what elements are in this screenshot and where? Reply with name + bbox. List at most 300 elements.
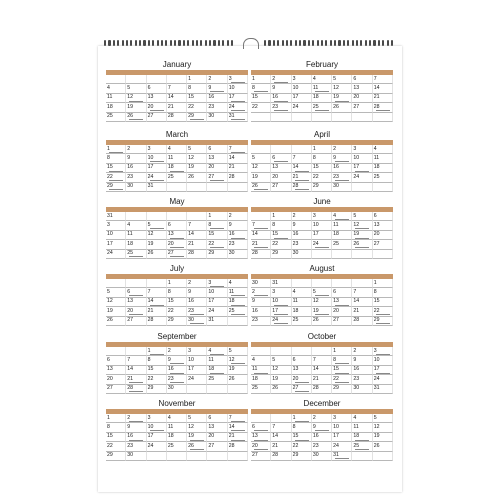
holiday-note-line — [295, 189, 309, 190]
day-cell — [147, 356, 167, 365]
day-cell — [251, 423, 271, 432]
day-number: 14 — [188, 231, 194, 238]
day-number: 20 — [333, 307, 339, 314]
day-cell — [147, 279, 167, 288]
day-cell — [167, 221, 187, 230]
day-cell — [352, 231, 372, 240]
coil-loop — [192, 40, 194, 46]
day-number: 4 — [107, 84, 110, 91]
day-number: 3 — [107, 221, 110, 228]
day-cell — [207, 375, 227, 384]
day-number: 19 — [373, 433, 380, 440]
holiday-note-line — [129, 440, 143, 441]
day-number: 23 — [208, 103, 215, 110]
day-cell — [271, 385, 291, 394]
day-number: 27 — [147, 113, 154, 120]
day-number: 8 — [107, 423, 110, 430]
month-june — [251, 197, 393, 259]
month-weeks — [251, 347, 393, 394]
holiday-note-line — [376, 354, 390, 355]
day-cell — [373, 240, 393, 249]
month-weeks — [106, 75, 248, 122]
holiday-note-line — [170, 171, 184, 172]
day-number: 27 — [353, 103, 360, 110]
day-cell — [228, 433, 248, 442]
day-number: 10 — [333, 423, 339, 430]
day-number: 9 — [292, 221, 296, 228]
day-number: 22 — [333, 375, 339, 382]
day-number: 4 — [228, 279, 232, 286]
coil-loop — [352, 40, 354, 46]
day-number: 29 — [167, 317, 174, 324]
day-cell — [106, 433, 126, 442]
day-cell — [373, 307, 393, 316]
day-cell — [251, 375, 271, 384]
day-cell — [106, 103, 126, 112]
day-cell — [147, 375, 167, 384]
day-cell — [228, 94, 248, 103]
day-cell — [187, 347, 207, 356]
holiday-note-line — [210, 373, 224, 374]
day-cell — [187, 356, 207, 365]
day-number: 13 — [353, 84, 360, 91]
holiday-note-line — [254, 91, 268, 92]
day-cell — [251, 385, 271, 394]
day-number: 9 — [127, 423, 131, 430]
coil-loop — [104, 40, 106, 46]
day-cell — [312, 414, 332, 423]
coil-loop — [139, 40, 141, 46]
day-number: 11 — [127, 231, 133, 238]
day-cell — [187, 113, 207, 122]
day-cell — [352, 317, 372, 326]
day-number: 4 — [333, 212, 337, 219]
day-cell — [373, 385, 393, 394]
day-number: 2 — [208, 75, 212, 82]
holiday-note-line — [254, 440, 268, 441]
holiday-note-line — [210, 180, 224, 181]
day-number: 10 — [107, 231, 113, 238]
coil-loop — [264, 40, 266, 46]
day-cell — [312, 452, 332, 461]
day-cell — [228, 231, 248, 240]
coil-loop — [273, 40, 275, 46]
holiday-note-line — [231, 363, 245, 364]
day-number: 27 — [272, 183, 279, 190]
day-cell — [207, 356, 227, 365]
day-cell — [292, 385, 312, 394]
day-cell — [312, 356, 332, 365]
day-cell — [167, 423, 187, 432]
month-september — [106, 332, 248, 394]
day-cell — [126, 75, 146, 84]
coil-loop — [268, 40, 270, 46]
holiday-note-line — [231, 440, 245, 441]
holiday-note-line — [170, 373, 184, 374]
day-cell — [167, 433, 187, 442]
day-number: 23 — [252, 317, 258, 324]
coil-loop — [126, 40, 128, 46]
day-number: 14 — [228, 423, 235, 430]
day-number: 25 — [228, 307, 235, 314]
day-cell — [207, 366, 227, 375]
day-number: 5 — [107, 288, 110, 295]
day-number: 22 — [147, 375, 154, 382]
day-cell — [312, 75, 332, 84]
holiday-note-line — [274, 323, 288, 324]
holiday-note-line — [315, 247, 329, 248]
holiday-note-line — [170, 238, 184, 239]
day-number: 9 — [127, 154, 131, 161]
day-cell — [106, 356, 126, 365]
holiday-note-line — [231, 152, 245, 153]
day-number: 15 — [147, 366, 154, 373]
day-number: 29 — [107, 452, 113, 459]
day-cell — [292, 433, 312, 442]
holiday-note-line — [355, 440, 369, 441]
day-number: 29 — [208, 250, 215, 257]
day-cell — [207, 317, 227, 326]
day-number: 16 — [292, 231, 299, 238]
coil-loop — [295, 40, 297, 46]
day-number: 4 — [208, 347, 212, 354]
day-number: 27 — [208, 442, 215, 449]
day-cell — [292, 288, 312, 297]
day-number: 25 — [312, 103, 319, 110]
day-number: 18 — [208, 366, 215, 373]
day-cell — [312, 347, 332, 356]
day-cell — [373, 113, 393, 122]
month-weeks — [251, 75, 393, 122]
day-cell — [187, 231, 207, 240]
day-number: 15 — [208, 231, 215, 238]
day-cell — [126, 279, 146, 288]
day-number: 23 — [127, 442, 134, 449]
day-cell — [228, 385, 248, 394]
day-cell — [332, 452, 352, 461]
day-cell — [292, 375, 312, 384]
day-cell — [187, 452, 207, 461]
day-number: 31 — [272, 279, 279, 286]
day-cell — [352, 154, 372, 163]
day-cell — [147, 288, 167, 297]
day-cell — [312, 250, 332, 259]
holiday-note-line — [109, 180, 123, 181]
month-december — [251, 399, 393, 461]
day-cell — [251, 366, 271, 375]
month-august — [251, 264, 393, 326]
day-cell — [312, 433, 332, 442]
spiral-coils-right — [264, 40, 393, 46]
day-number: 10 — [312, 221, 319, 228]
day-number: 26 — [252, 183, 258, 190]
holiday-note-line — [295, 440, 309, 441]
day-number: 10 — [292, 84, 299, 91]
day-number: 19 — [147, 240, 154, 247]
day-cell — [126, 250, 146, 259]
day-cell — [106, 288, 126, 297]
day-cell — [126, 347, 146, 356]
day-cell — [187, 307, 207, 316]
month-april — [251, 130, 393, 192]
day-number: 5 — [373, 414, 377, 421]
coil-loop — [312, 40, 314, 46]
day-number: 18 — [312, 94, 319, 101]
day-cell — [228, 317, 248, 326]
day-cell — [228, 212, 248, 221]
holiday-note-line — [274, 305, 288, 306]
day-number: 23 — [292, 240, 299, 247]
day-cell — [147, 173, 167, 182]
day-cell — [332, 433, 352, 442]
month-may — [106, 197, 248, 259]
holiday-note-line — [129, 391, 143, 392]
day-number: 24 — [107, 250, 113, 257]
day-cell — [352, 240, 372, 249]
day-number: 3 — [147, 145, 151, 152]
day-cell — [167, 75, 187, 84]
holiday-note-line — [190, 323, 204, 324]
day-number: 1 — [208, 212, 212, 219]
day-cell — [292, 356, 312, 365]
day-number: 24 — [292, 103, 299, 110]
day-cell — [352, 145, 372, 154]
day-cell — [352, 164, 372, 173]
day-number: 12 — [127, 94, 134, 101]
day-cell — [352, 103, 372, 112]
day-cell — [292, 414, 312, 423]
day-cell — [271, 250, 291, 259]
day-number: 13 — [208, 423, 215, 430]
day-cell — [312, 212, 332, 221]
day-cell — [373, 164, 393, 173]
day-number: 6 — [127, 288, 131, 295]
day-cell — [106, 452, 126, 461]
spiral-coils-left — [104, 40, 233, 46]
day-cell — [126, 375, 146, 384]
coil-loop — [338, 40, 340, 46]
holiday-note-line — [210, 286, 224, 287]
coil-loop — [222, 40, 224, 46]
day-cell — [106, 414, 126, 423]
day-number: 20 — [127, 307, 134, 314]
day-cell — [228, 307, 248, 316]
day-cell — [167, 250, 187, 259]
day-number: 6 — [353, 75, 357, 82]
day-cell — [312, 366, 332, 375]
day-cell — [373, 452, 393, 461]
day-cell — [228, 366, 248, 375]
month-title: April — [313, 130, 330, 139]
holiday-note-line — [295, 391, 309, 392]
day-cell — [312, 279, 332, 288]
day-number: 5 — [272, 356, 276, 363]
day-cell — [251, 433, 271, 442]
day-cell — [147, 347, 167, 356]
day-cell — [292, 240, 312, 249]
day-cell — [207, 173, 227, 182]
coil-loop — [286, 40, 288, 46]
holiday-note-line — [231, 421, 245, 422]
day-cell — [352, 414, 372, 423]
day-number: 12 — [373, 423, 380, 430]
day-cell — [126, 94, 146, 103]
day-number: 26 — [272, 385, 279, 392]
day-cell — [332, 231, 352, 240]
day-cell — [373, 442, 393, 451]
day-cell — [373, 347, 393, 356]
month-title: January — [162, 60, 192, 69]
day-number: 16 — [333, 164, 339, 171]
holiday-note-line — [376, 110, 390, 111]
coil-loop — [165, 40, 167, 46]
holiday-note-line — [315, 430, 329, 431]
day-cell — [167, 452, 187, 461]
day-cell — [207, 183, 227, 192]
coil-loop — [135, 40, 137, 46]
day-cell — [126, 145, 146, 154]
day-number: 1 — [312, 145, 316, 152]
day-cell — [228, 452, 248, 461]
day-number: 15 — [107, 164, 113, 171]
day-number: 27 — [333, 317, 339, 324]
day-number: 27 — [167, 250, 174, 257]
day-cell — [352, 298, 372, 307]
day-number: 29 — [312, 183, 319, 190]
day-number: 14 — [228, 154, 235, 161]
day-number: 14 — [147, 298, 154, 305]
day-cell — [147, 212, 167, 221]
coil-loop — [187, 40, 189, 46]
month-weeks — [251, 145, 393, 192]
day-number: 21 — [353, 307, 360, 314]
day-number: 22 — [272, 240, 279, 247]
coil-loop — [117, 40, 119, 46]
holiday-note-line — [254, 247, 268, 248]
day-cell — [106, 250, 126, 259]
day-number: 17 — [373, 366, 380, 373]
month-title: October — [307, 332, 337, 341]
day-cell — [251, 75, 271, 84]
day-cell — [147, 75, 167, 84]
day-cell — [228, 240, 248, 249]
day-number: 25 — [373, 173, 380, 180]
day-number: 8 — [312, 154, 316, 161]
coil-loop — [378, 40, 380, 46]
day-cell — [106, 307, 126, 316]
month-february — [251, 60, 393, 122]
day-cell — [292, 103, 312, 112]
day-cell — [312, 173, 332, 182]
day-cell — [271, 414, 291, 423]
day-number: 7 — [147, 288, 151, 295]
day-number: 19 — [272, 375, 279, 382]
day-cell — [271, 84, 291, 93]
day-cell — [352, 452, 372, 461]
day-cell — [187, 173, 207, 182]
day-number: 3 — [208, 279, 212, 286]
holiday-note-line — [210, 91, 224, 92]
day-number: 2 — [312, 414, 316, 421]
day-number: 1 — [373, 279, 377, 286]
day-number: 18 — [167, 433, 174, 440]
day-number: 8 — [252, 84, 255, 91]
day-number: 8 — [333, 356, 337, 363]
day-number: 21 — [373, 94, 380, 101]
holiday-note-line — [150, 180, 164, 181]
day-number: 29 — [107, 183, 113, 190]
day-cell — [106, 164, 126, 173]
month-title: August — [309, 264, 335, 273]
day-cell — [251, 279, 271, 288]
day-number: 5 — [127, 84, 131, 91]
day-number: 4 — [373, 145, 377, 152]
day-number: 31 — [228, 113, 235, 120]
day-number: 10 — [188, 356, 194, 363]
day-cell — [106, 221, 126, 230]
holiday-note-line — [315, 110, 329, 111]
day-cell — [187, 317, 207, 326]
day-cell — [292, 307, 312, 316]
day-number: 30 — [127, 452, 134, 459]
day-number: 4 — [353, 414, 357, 421]
day-cell — [332, 250, 352, 259]
day-number: 5 — [147, 221, 151, 228]
day-cell — [126, 307, 146, 316]
day-cell — [207, 442, 227, 451]
day-cell — [147, 221, 167, 230]
day-cell — [167, 317, 187, 326]
day-cell — [251, 164, 271, 173]
day-cell — [147, 183, 167, 192]
day-cell — [251, 240, 271, 249]
day-cell — [147, 113, 167, 122]
day-number: 13 — [373, 221, 380, 228]
day-cell — [332, 279, 352, 288]
day-number: 28 — [147, 317, 154, 324]
day-cell — [251, 231, 271, 240]
day-cell — [106, 231, 126, 240]
day-cell — [167, 288, 187, 297]
day-cell — [147, 452, 167, 461]
coil-loop — [196, 40, 198, 46]
day-cell — [207, 103, 227, 112]
day-cell — [373, 173, 393, 182]
day-cell — [271, 240, 291, 249]
coil-loop — [391, 40, 393, 46]
coil-loop — [373, 40, 375, 46]
day-number: 1 — [272, 212, 276, 219]
day-cell — [312, 307, 332, 316]
holiday-note-line — [129, 295, 143, 296]
day-number: 2 — [252, 288, 255, 295]
day-cell — [271, 164, 291, 173]
day-number: 9 — [333, 154, 337, 161]
day-number: 24 — [188, 375, 194, 382]
day-cell — [352, 173, 372, 182]
day-number: 13 — [292, 366, 299, 373]
day-number: 21 — [188, 240, 194, 247]
holiday-note-line — [210, 247, 224, 248]
day-number: 17 — [107, 240, 113, 247]
day-cell — [332, 145, 352, 154]
holiday-note-line — [254, 373, 268, 374]
day-number: 9 — [272, 84, 276, 91]
day-cell — [126, 240, 146, 249]
day-number: 3 — [312, 212, 316, 219]
holiday-note-line — [274, 82, 288, 83]
day-number: 30 — [208, 113, 215, 120]
